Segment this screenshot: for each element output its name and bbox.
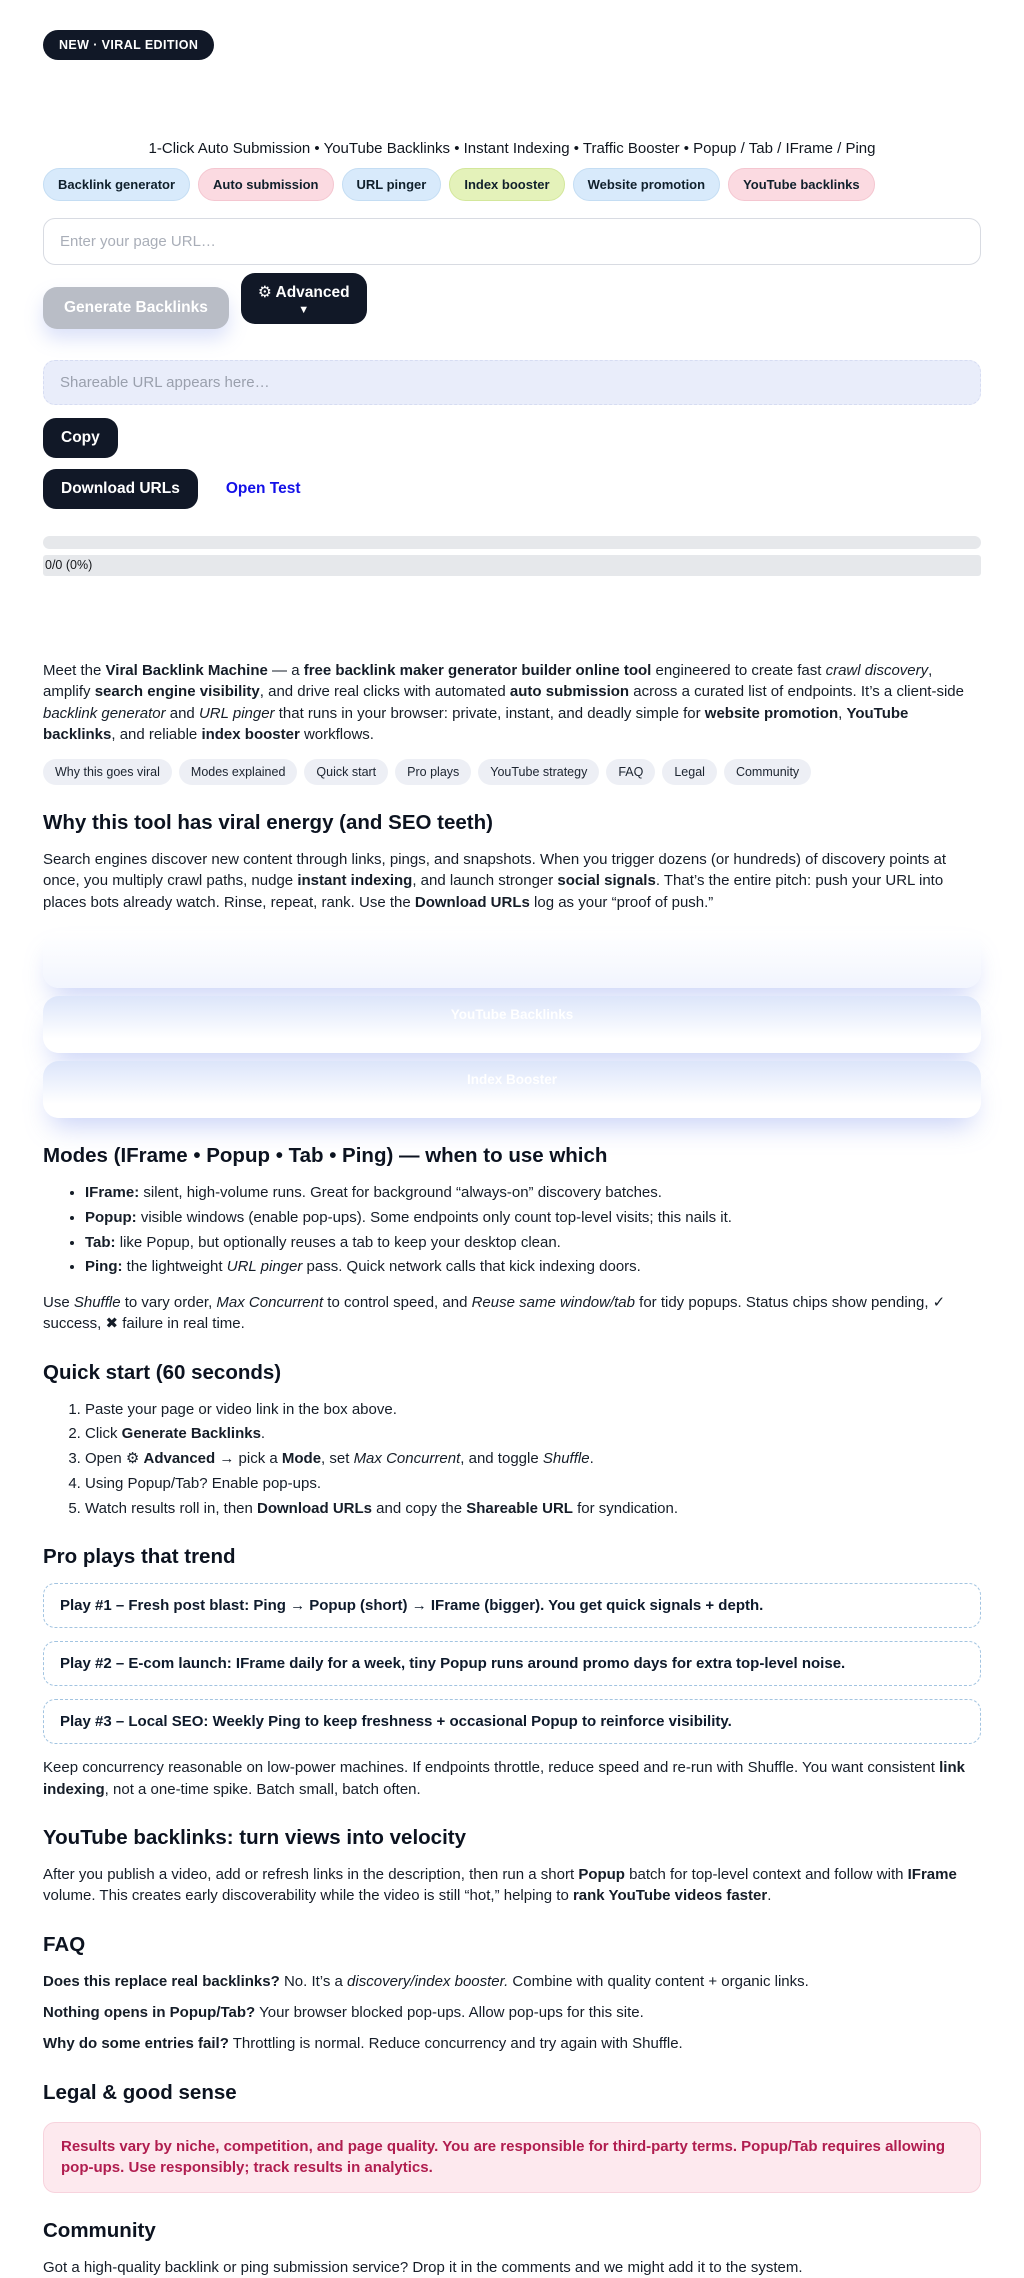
modes-list [43, 1182, 981, 1278]
quickstart-heading: Quick start (60 seconds) [43, 1360, 282, 1384]
mode-ping: • Ping: the lightweight URL pinger pass. Quick network calls that kick indexing doors. [85, 1256, 981, 1278]
chip-backlink-generator: Backlink generator [43, 168, 190, 201]
download-urls-button[interactable]: Download URLs [43, 469, 198, 509]
community-heading: Community [43, 2219, 156, 2242]
hero-title-space [43, 60, 981, 140]
step: 1. Paste your page or video link in the box above. [85, 1399, 981, 1421]
play-card-3: Play #3 – Local SEO: Weekly Ping to keep freshness + occasional Popup to reinforce visibility. [43, 1699, 981, 1744]
faq-heading: FAQ [43, 1932, 86, 1956]
youtube-paragraph: After you publish a video, add or refresh links in the description, then run a short Popup batch for top-level context and follow with IFrame volume. This creates early discoverability while the video is still “hot,” helping to rank YouTube videos faster. [43, 1866, 957, 1905]
community-paragraph: Got a high-quality backlink or ping submission service? Drop it in the comments and we might add it to the system. [43, 2259, 803, 2276]
proplays-heading: Pro plays that trend [43, 1545, 236, 1569]
copy-button[interactable]: Copy [43, 418, 118, 458]
download-row [43, 469, 981, 509]
proplays-note: Keep concurrency reasonable on low-power machines. If endpoints throttle, reduce speed and re-run with Shuffle. You want consistent link indexing, not a one-time spike. Batch small, batch often. [43, 1759, 965, 1798]
mode-tab: • Tab: like Popup, but optionally reuses a tab to keep your desktop clean. [85, 1232, 981, 1254]
chip-youtube-backlinks: YouTube backlinks [728, 168, 875, 201]
article [43, 660, 981, 2278]
chip-website-promotion: Website promotion [573, 168, 720, 201]
section-nav [43, 759, 981, 785]
why-heading: Why this tool has viral energy (and SEO teeth) [43, 811, 493, 835]
faq-item-2: Nothing opens in Popup/Tab? Your browser blocked pop-ups. Allow pop-ups for this site. [43, 2003, 644, 2021]
nav-pill-faq[interactable]: FAQ [606, 759, 655, 785]
feature-card [43, 931, 981, 988]
url-input[interactable] [43, 218, 981, 265]
intro-paragraph: Meet the Viral Backlink Machine — a free backlink maker generator builder online tool engineered to create fast crawl discovery, amplify search engine visibility, and drive real clicks with automated auto submission across a curated list of endpoints. It’s a client-side backlink generator and URL pinger that runs in your browser: private, instant, and deadly simple for website promotion, YouTube backlinks, and reliable index booster workflows. [43, 662, 964, 743]
shareable-url-input[interactable] [43, 360, 981, 405]
progress-status: 0/0 (0%) [43, 555, 981, 576]
step: 5. Watch results roll in, then Download URLs and copy the Shareable URL for syndication. [85, 1498, 981, 1520]
step: 3. Open ⚙ Advanced → pick a Mode, set Max Concurrent, and toggle Shuffle. [85, 1448, 981, 1470]
edition-badge: NEW · VIRAL EDITION [43, 30, 214, 60]
advanced-button[interactable] [241, 273, 367, 324]
step: 4. Using Popup/Tab? Enable pop-ups. [85, 1473, 981, 1495]
nav-pill-youtube-strategy[interactable]: YouTube strategy [478, 759, 599, 785]
nav-pill-legal[interactable]: Legal [662, 759, 717, 785]
page [43, 0, 981, 2278]
modes-note: Use Shuffle to vary order, Max Concurrent to control speed, and Reuse same window/tab for tidy popups. Status chips show pending, ✓ success, ✖ failure in real time. [43, 1294, 946, 1333]
mode-popup: • Popup: visible windows (enable pop-ups). Some endpoints only count top-level visits; this nails it. [85, 1207, 981, 1229]
chip-index-booster: Index booster [449, 168, 564, 201]
step: 2. Click Generate Backlinks. [85, 1423, 981, 1445]
mode-iframe: • IFrame: silent, high-volume runs. Great for background “always-on” discovery batches. [85, 1182, 981, 1204]
open-test-link[interactable]: Open Test [225, 480, 301, 497]
progress-bar [43, 536, 981, 549]
nav-pill-quick-start[interactable]: Quick start [304, 759, 388, 785]
feature-card [43, 1061, 981, 1118]
nav-pill-pro-plays[interactable]: Pro plays [395, 759, 471, 785]
nav-pill-why-viral[interactable]: Why this goes viral [43, 759, 172, 785]
tagline: 1-Click Auto Submission • YouTube Backlinks • Instant Indexing • Traffic Booster • Popup / Tab / IFrame / Ping [148, 140, 876, 157]
nav-pill-modes[interactable]: Modes explained [179, 759, 298, 785]
nav-pill-community[interactable]: Community [724, 759, 811, 785]
generate-backlinks-button[interactable]: Generate Backlinks [43, 287, 229, 329]
faq-item-3: Why do some entries fail? Throttling is normal. Reduce concurrency and try again with Shuffle. [43, 2035, 683, 2053]
feature-chips [43, 168, 981, 201]
chevron-down-icon: ▼ [298, 304, 310, 316]
feature-cards [43, 931, 981, 1118]
play-card-2: Play #2 – E-com launch: IFrame daily for a week, tiny Popup runs around promo days for extra top-level noise. [43, 1641, 981, 1686]
chip-url-pinger: URL pinger [342, 168, 442, 201]
action-button-row [43, 273, 981, 329]
advanced-label: ⚙ Advanced [257, 284, 350, 301]
quickstart-steps [43, 1399, 981, 1520]
why-paragraph: Search engines discover new content through links, pings, and snapshots. When you trigger dozens (or hundreds) of discovery points at once, you multiply crawl paths, nudge instant indexing, and launch stronger social signals. That’s the entire pitch: push your URL into places bots already watch. Rinse, repeat, rank. Use the Download URLs log as your “proof of push.” [43, 851, 947, 911]
legal-warning-card: Results vary by niche, competition, and page quality. You are responsible for third-party terms. Popup/Tab requires allowing pop-ups. Use responsibly; track results in analytics. [43, 2122, 981, 2194]
modes-heading: Modes (IFrame • Popup • Tab • Ping) — when to use which [43, 1144, 608, 1168]
play-card-1: Play #1 – Fresh post blast: Ping → Popup (short) → IFrame (bigger). You get quick signals + depth. [43, 1583, 981, 1628]
chip-auto-submission: Auto submission [198, 168, 333, 201]
legal-heading: Legal & good sense [43, 2080, 237, 2104]
faq-item-1: Does this replace real backlinks? No. It’s a discovery/index booster. Combine with quality content + organic links. [43, 1972, 809, 1990]
feature-card-title [43, 931, 981, 942]
feature-card-title: YouTube Backlinks [450, 1007, 574, 1023]
feature-card-title: Index Booster [466, 1072, 558, 1088]
feature-card [43, 996, 981, 1053]
youtube-heading: YouTube backlinks: turn views into velocity [43, 1826, 466, 1850]
